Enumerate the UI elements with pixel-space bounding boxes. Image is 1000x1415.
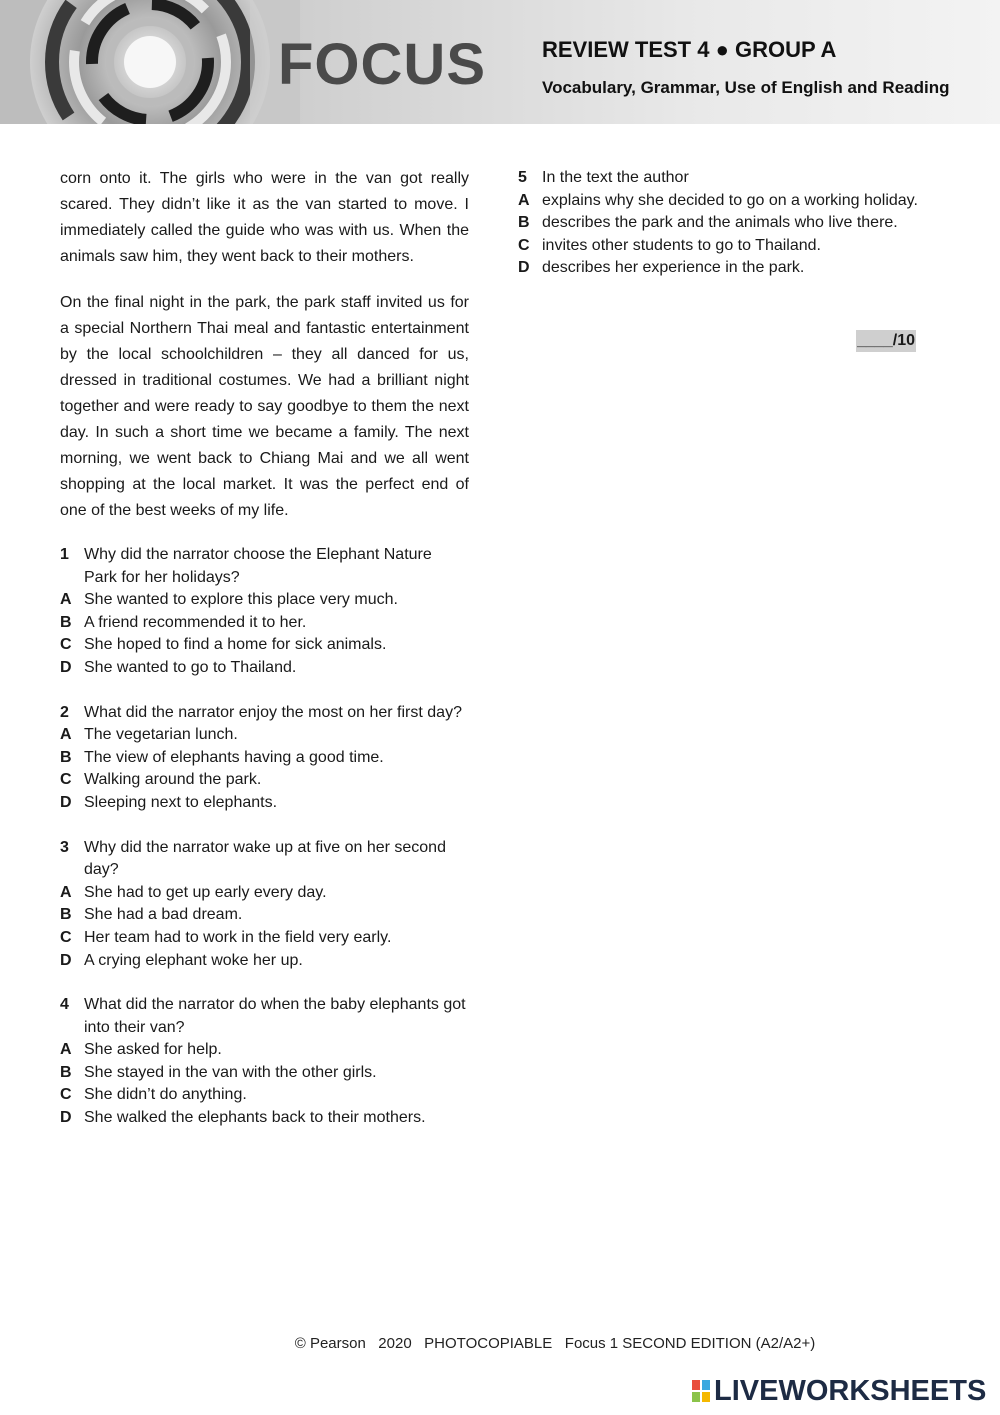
- option-letter: D: [60, 951, 72, 969]
- option-letter: D: [60, 658, 72, 676]
- option-letter: A: [518, 191, 530, 209]
- option-letter: A: [60, 591, 72, 609]
- option-letter: B: [60, 748, 72, 766]
- focus-swirl-graphic: [0, 0, 300, 124]
- option-text: Walking around the park.: [84, 771, 262, 789]
- question-3: [60, 837, 469, 973]
- left-column: [60, 166, 469, 1152]
- option-text: Her team had to work in the field very early.: [84, 928, 392, 946]
- option-letter: D: [518, 259, 530, 277]
- test-title: REVIEW TEST 4 ● GROUP A: [542, 37, 837, 62]
- question-number: 2: [60, 703, 69, 721]
- option-text: Sleeping next to elephants.: [84, 793, 278, 811]
- option-text: She hoped to find a home for sick animals.: [84, 636, 387, 654]
- option-letter: A: [60, 726, 72, 744]
- question-text: What did the narrator enjoy the most on her first day?: [84, 703, 462, 721]
- answer-option[interactable]: [60, 1084, 469, 1107]
- option-letter: B: [518, 214, 530, 232]
- option-text: The view of elephants having a good time.: [84, 748, 384, 766]
- answer-option[interactable]: [60, 1107, 469, 1130]
- option-letter: A: [60, 883, 72, 901]
- test-subtitle: Vocabulary, Grammar, Use of English and Reading: [542, 78, 950, 97]
- option-text: She didn’t do anything.: [84, 1086, 247, 1104]
- option-text: She stayed in the van with the other girls.: [84, 1063, 377, 1081]
- option-letter: C: [60, 771, 72, 789]
- question-5: [518, 167, 918, 280]
- question-1: [60, 544, 469, 680]
- question-number: 3: [60, 838, 69, 856]
- question-text: Why did the narrator choose the Elephant Nature Park for her holidays?: [84, 546, 432, 586]
- answer-option[interactable]: [518, 190, 918, 213]
- option-letter: C: [518, 236, 530, 254]
- answer-option[interactable]: [60, 724, 469, 747]
- option-text: describes her experience in the park.: [542, 259, 805, 277]
- question-text: Why did the narrator wake up at five on her second day?: [84, 838, 446, 879]
- option-text: She had to get up early every day.: [84, 883, 327, 901]
- focus-logo: FOCUS: [278, 32, 486, 97]
- answer-option[interactable]: [60, 950, 469, 973]
- answer-option[interactable]: [60, 769, 469, 792]
- option-letter: A: [60, 1041, 72, 1059]
- option-text: describes the park and the animals who live there.: [542, 214, 898, 232]
- option-text: A friend recommended it to her.: [84, 613, 307, 631]
- question-text: What did the narrator do when the baby elephants got into their van?: [84, 996, 466, 1036]
- answer-option[interactable]: [60, 904, 469, 927]
- live-badge-icon: [692, 1380, 710, 1402]
- page-header: [0, 0, 1000, 124]
- answer-option[interactable]: [60, 747, 469, 770]
- page-footer: © Pearson 2020 PHOTOCOPIABLE Focus 1 SECOND EDITION (A2/A2+): [294, 1335, 816, 1352]
- option-letter: B: [60, 613, 72, 631]
- answer-option[interactable]: [518, 257, 918, 280]
- reading-paragraph: corn onto it. The girls who were in the van got really scared. They didn’t like it as the van started to move. I immediately called the guide who was with us. When the animals saw him, they went back to their mothers.: [60, 170, 469, 265]
- option-letter: D: [60, 793, 72, 811]
- option-text: The vegetarian lunch.: [84, 726, 238, 744]
- answer-option[interactable]: [60, 657, 469, 680]
- question-2: [60, 702, 469, 815]
- score-box: ____/10: [856, 330, 916, 352]
- liveworksheets-wordmark: LIVEWORKSHEETS: [714, 1374, 987, 1407]
- option-text: invites other students to go to Thailand.: [542, 236, 821, 254]
- option-letter: B: [60, 906, 72, 924]
- answer-option[interactable]: [60, 927, 469, 950]
- option-letter: B: [60, 1063, 72, 1081]
- question-number: 1: [60, 546, 69, 563]
- option-letter: C: [60, 1086, 72, 1104]
- option-text: She wanted to explore this place very much.: [84, 591, 398, 609]
- question-4: [60, 994, 469, 1130]
- option-text: She walked the elephants back to their mothers.: [84, 1109, 426, 1127]
- option-text: explains why she decided to go on a working holiday.: [542, 191, 918, 209]
- answer-option[interactable]: [60, 1062, 469, 1085]
- option-letter: D: [60, 1109, 72, 1127]
- option-letter: C: [60, 928, 72, 946]
- reading-paragraph: On the final night in the park, the park staff invited us for a special Northern Thai meal and fantastic entertainment by the local schoolchildren – they all danced for us, dressed in traditional costumes. We had a brilliant night together and were ready to say goodbye to them the next day. In such a short time we became a family. The next morning, we went back to Chiang Mai and we all went shopping at the local market. It was the perfect end of one of the best weeks of my life.: [60, 294, 469, 519]
- option-text: She wanted to go to Thailand.: [84, 658, 297, 676]
- right-column: [518, 167, 918, 302]
- answer-option[interactable]: [60, 882, 469, 905]
- answer-option[interactable]: [60, 634, 469, 657]
- option-text: A crying elephant woke her up.: [84, 951, 303, 969]
- answer-option[interactable]: [60, 612, 469, 635]
- question-text: In the text the author: [542, 169, 689, 186]
- option-text: She asked for help.: [84, 1041, 222, 1059]
- answer-option[interactable]: [60, 589, 469, 612]
- answer-option[interactable]: [60, 792, 469, 815]
- question-number: 5: [518, 169, 527, 186]
- question-number: 4: [60, 996, 69, 1014]
- answer-option[interactable]: [518, 212, 918, 235]
- answer-option[interactable]: [60, 1039, 469, 1062]
- answer-option[interactable]: [518, 235, 918, 258]
- option-letter: C: [60, 636, 72, 654]
- liveworksheets-logo[interactable]: [692, 1376, 986, 1406]
- option-text: She had a bad dream.: [84, 906, 243, 924]
